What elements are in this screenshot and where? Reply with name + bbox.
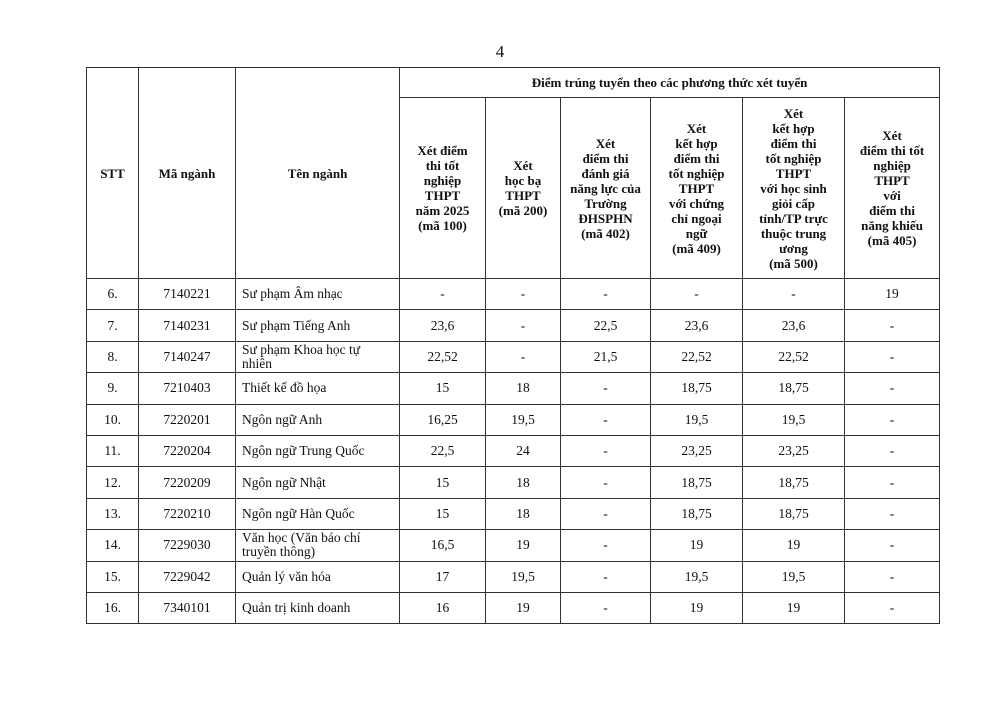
cell-major-code: 7229042 — [139, 561, 236, 592]
cell-method-405: - — [845, 310, 940, 341]
cell-stt: 11. — [87, 435, 139, 466]
cell-method-100: 17 — [400, 561, 486, 592]
cell-method-409: 18,75 — [651, 373, 743, 404]
cell-major-name: Thiết kế đồ họa — [236, 373, 400, 404]
cell-method-100: 16,25 — [400, 404, 486, 435]
cell-method-402: - — [561, 561, 651, 592]
cell-stt: 13. — [87, 498, 139, 529]
cell-major-code: 7220204 — [139, 435, 236, 466]
cell-method-402: 22,5 — [561, 310, 651, 341]
cell-method-405: - — [845, 592, 940, 623]
cell-method-500: 18,75 — [743, 373, 845, 404]
cell-method-500: 19,5 — [743, 561, 845, 592]
cell-method-500: 18,75 — [743, 498, 845, 529]
cell-stt: 15. — [87, 561, 139, 592]
page-number: 4 — [495, 42, 505, 61]
cell-method-200: 24 — [486, 435, 561, 466]
cell-stt: 14. — [87, 530, 139, 561]
table-row — [87, 435, 940, 466]
cell-method-200: - — [486, 279, 561, 310]
cell-method-405: - — [845, 341, 940, 372]
header-major-name: Tên ngành — [236, 68, 400, 279]
cell-method-100: 23,6 — [400, 310, 486, 341]
table-row — [87, 467, 940, 498]
cell-method-100: 16 — [400, 592, 486, 623]
cell-major-code: 7210403 — [139, 373, 236, 404]
cell-method-402: - — [561, 404, 651, 435]
cell-major-name: Sư phạm Tiếng Anh — [236, 310, 400, 341]
cell-method-402: - — [561, 592, 651, 623]
cell-stt: 16. — [87, 592, 139, 623]
cell-major-name: Quản trị kinh doanh — [236, 592, 400, 623]
table-row — [87, 592, 940, 623]
table-row — [87, 404, 940, 435]
table-body — [87, 279, 940, 624]
cell-method-405: - — [845, 404, 940, 435]
table-row — [87, 341, 940, 372]
header-method-409: Xét kết hợp điểm thi tốt nghiệp THPT với chứng chỉ ngoại ngữ (mã 409) — [651, 98, 743, 279]
cell-major-name: Quản lý văn hóa — [236, 561, 400, 592]
table-header-row — [87, 68, 940, 98]
cell-method-100: 15 — [400, 467, 486, 498]
header-stt: STT — [87, 68, 139, 279]
header-method-group: Điểm trúng tuyển theo các phương thức xét tuyển — [400, 68, 940, 98]
cell-method-405: - — [845, 530, 940, 561]
cell-stt: 10. — [87, 404, 139, 435]
cell-method-500: 23,25 — [743, 435, 845, 466]
cell-method-405: - — [845, 435, 940, 466]
cell-method-200: - — [486, 341, 561, 372]
header-major-code: Mã ngành — [139, 68, 236, 279]
cell-method-500: 19,5 — [743, 404, 845, 435]
cell-method-200: 18 — [486, 498, 561, 529]
cell-method-200: 18 — [486, 467, 561, 498]
cell-method-100: 15 — [400, 498, 486, 529]
cell-method-100: 22,52 — [400, 341, 486, 372]
cell-method-402: - — [561, 467, 651, 498]
cell-method-500: 22,52 — [743, 341, 845, 372]
cell-method-405: 19 — [845, 279, 940, 310]
cell-method-409: 19,5 — [651, 561, 743, 592]
cell-major-code: 7229030 — [139, 530, 236, 561]
table-row — [87, 530, 940, 561]
admission-scores-table — [86, 67, 940, 624]
cell-method-200: 19,5 — [486, 404, 561, 435]
header-method-100: Xét điểm thi tốt nghiệp THPT năm 2025 (mã 100) — [400, 98, 486, 279]
cell-method-100: 15 — [400, 373, 486, 404]
cell-major-name: Sư phạm Khoa học tự nhiên — [236, 341, 400, 372]
cell-stt: 7. — [87, 310, 139, 341]
cell-major-name: Văn học (Văn báo chí truyền thông) — [236, 530, 400, 561]
cell-major-code: 7140231 — [139, 310, 236, 341]
cell-stt: 8. — [87, 341, 139, 372]
cell-stt: 9. — [87, 373, 139, 404]
cell-stt: 12. — [87, 467, 139, 498]
cell-major-code: 7220209 — [139, 467, 236, 498]
header-method-200: Xét học bạ THPT (mã 200) — [486, 98, 561, 279]
table-row — [87, 498, 940, 529]
cell-method-100: - — [400, 279, 486, 310]
cell-method-402: - — [561, 435, 651, 466]
cell-method-402: - — [561, 498, 651, 529]
cell-method-405: - — [845, 498, 940, 529]
header-method-402: Xét điểm thi đánh giá năng lực của Trường ĐHSPHN (mã 402) — [561, 98, 651, 279]
cell-method-409: - — [651, 279, 743, 310]
cell-method-500: 18,75 — [743, 467, 845, 498]
cell-method-409: 22,52 — [651, 341, 743, 372]
cell-method-409: 19,5 — [651, 404, 743, 435]
table-row — [87, 373, 940, 404]
cell-method-405: - — [845, 467, 940, 498]
cell-method-409: 23,6 — [651, 310, 743, 341]
cell-method-200: - — [486, 310, 561, 341]
cell-method-200: 19 — [486, 592, 561, 623]
cell-major-code: 7220201 — [139, 404, 236, 435]
cell-major-name: Ngôn ngữ Nhật — [236, 467, 400, 498]
cell-method-409: 19 — [651, 530, 743, 561]
cell-method-405: - — [845, 373, 940, 404]
cell-method-500: 23,6 — [743, 310, 845, 341]
cell-method-200: 18 — [486, 373, 561, 404]
table-row — [87, 279, 940, 310]
cell-major-name: Ngôn ngữ Hàn Quốc — [236, 498, 400, 529]
cell-major-code: 7140221 — [139, 279, 236, 310]
table-row — [87, 310, 940, 341]
table-row — [87, 561, 940, 592]
cell-major-name: Ngôn ngữ Trung Quốc — [236, 435, 400, 466]
header-method-500: Xét kết hợp điểm thi tốt nghiệp THPT với học sinh giỏi cấp tỉnh/TP trực thuộc trung ương (mã 500) — [743, 98, 845, 279]
cell-stt: 6. — [87, 279, 139, 310]
cell-method-402: - — [561, 279, 651, 310]
cell-major-code: 7220210 — [139, 498, 236, 529]
cell-method-409: 19 — [651, 592, 743, 623]
cell-major-code: 7340101 — [139, 592, 236, 623]
cell-method-100: 16,5 — [400, 530, 486, 561]
cell-method-409: 18,75 — [651, 498, 743, 529]
cell-method-500: 19 — [743, 592, 845, 623]
cell-major-name: Ngôn ngữ Anh — [236, 404, 400, 435]
cell-method-402: - — [561, 530, 651, 561]
cell-method-405: - — [845, 561, 940, 592]
cell-method-100: 22,5 — [400, 435, 486, 466]
cell-method-402: - — [561, 373, 651, 404]
cell-method-409: 18,75 — [651, 467, 743, 498]
cell-major-code: 7140247 — [139, 341, 236, 372]
header-method-405: Xét điểm thi tốt nghiệp THPT với điểm thi năng khiếu (mã 405) — [845, 98, 940, 279]
cell-method-200: 19 — [486, 530, 561, 561]
cell-method-500: - — [743, 279, 845, 310]
cell-method-500: 19 — [743, 530, 845, 561]
cell-method-200: 19,5 — [486, 561, 561, 592]
cell-major-name: Sư phạm Âm nhạc — [236, 279, 400, 310]
cell-method-409: 23,25 — [651, 435, 743, 466]
cell-method-402: 21,5 — [561, 341, 651, 372]
